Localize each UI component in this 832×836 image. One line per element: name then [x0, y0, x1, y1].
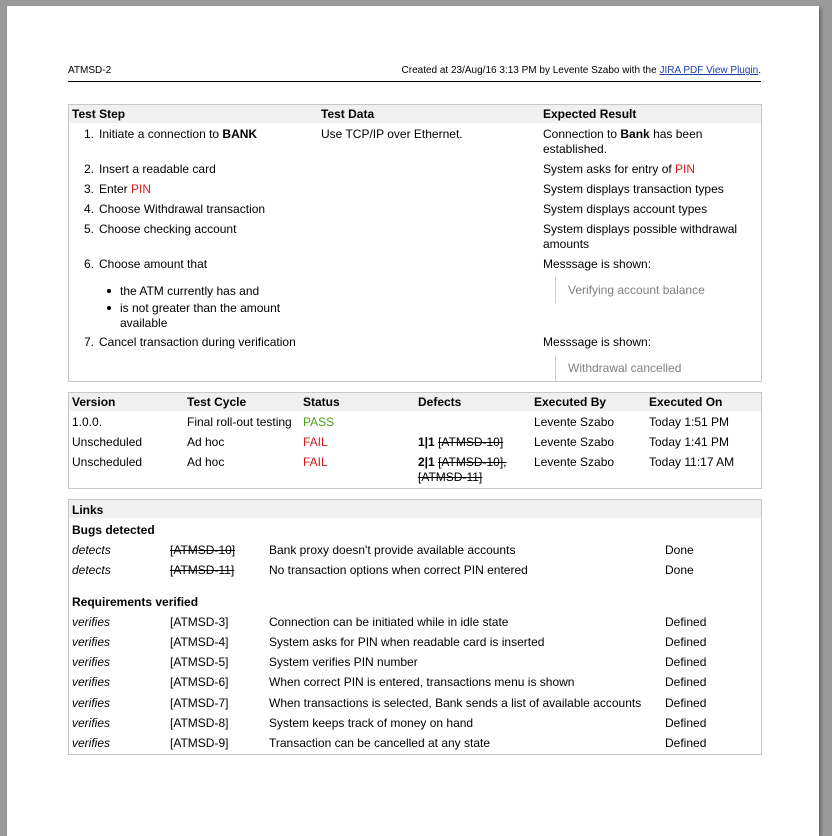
- issue-key: ATMSD-2: [68, 65, 112, 76]
- header-executed-on: Executed On: [649, 395, 723, 409]
- step-expected: System displays possible withdrawal amounts: [543, 222, 738, 251]
- step-expected: Messsage is shown:: [543, 335, 652, 349]
- link-summary: Bank proxy doesn't provide available accounts: [269, 543, 516, 557]
- executions-table: [68, 392, 762, 489]
- link-summary: When correct PIN is entered, transactions menu is shown: [269, 675, 575, 689]
- exec-version: Unscheduled: [72, 455, 143, 469]
- step-number: 3.: [84, 182, 95, 196]
- link-relation: verifies: [72, 696, 111, 710]
- bullet-item: the ATM currently has and: [120, 284, 260, 298]
- link-status: Defined: [665, 736, 707, 750]
- links-table: [68, 499, 762, 755]
- bullet-dot: [107, 289, 111, 293]
- header-test-data: Test Data: [321, 107, 375, 121]
- bullet-dot: [107, 306, 111, 310]
- pdf-page: [7, 6, 819, 836]
- exec-version: 1.0.0.: [72, 415, 103, 429]
- exec-on: Today 11:17 AM: [649, 455, 735, 469]
- bullet-item: is not greater than the amount available: [120, 301, 281, 330]
- step-number: 5.: [84, 222, 95, 236]
- plugin-link[interactable]: JIRA PDF View Plugin: [659, 65, 759, 76]
- link-key[interactable]: [ATMSD-3]: [170, 615, 229, 629]
- header-defects: Defects: [418, 395, 462, 409]
- link-summary: When transactions is selected, Bank sends a list of available accounts: [269, 696, 642, 710]
- link-summary: Transaction can be cancelled at any state: [269, 736, 491, 750]
- test-steps-table: [68, 104, 762, 382]
- test-steps-header: [69, 105, 761, 123]
- step-number: 6.: [84, 257, 95, 271]
- header-executed-by: Executed By: [534, 395, 607, 409]
- exec-status-pass: PASS: [303, 415, 335, 429]
- link-relation: verifies: [72, 736, 111, 750]
- link-relation: verifies: [72, 655, 111, 669]
- exec-by: Levente Szabo: [534, 435, 615, 449]
- step-text: Choose checking account: [99, 222, 237, 236]
- link-status: Defined: [665, 716, 707, 730]
- step-text: Cancel transaction during verification: [99, 335, 296, 349]
- exec-cycle: Ad hoc: [187, 435, 225, 449]
- defect-link[interactable]: [ATMSD-10],: [438, 455, 507, 469]
- link-relation: verifies: [72, 675, 111, 689]
- step-text: Choose amount that: [99, 257, 208, 271]
- link-relation: detects: [72, 563, 111, 577]
- step-expected: Messsage is shown:: [543, 257, 652, 271]
- link-key[interactable]: [ATMSD-11]: [170, 563, 235, 577]
- requirements-verified-title: Requirements verified: [72, 595, 199, 609]
- link-key[interactable]: [ATMSD-9]: [170, 736, 229, 750]
- header-test-cycle: Test Cycle: [187, 395, 247, 409]
- message-text: Withdrawal cancelled: [568, 361, 682, 375]
- header-expected-result: Expected Result: [543, 107, 637, 121]
- step-data: Use TCP/IP over Ethernet.: [321, 127, 463, 141]
- step-expected: System displays account types: [543, 202, 708, 216]
- exec-by: Levente Szabo: [534, 415, 615, 429]
- link-status: Defined: [665, 655, 707, 669]
- link-relation: verifies: [72, 615, 111, 629]
- link-status: Defined: [665, 615, 707, 629]
- link-status: Done: [665, 543, 694, 557]
- link-key[interactable]: [ATMSD-5]: [170, 655, 229, 669]
- executions-header: [69, 393, 761, 411]
- message-block: [555, 355, 756, 381]
- link-relation: detects: [72, 543, 111, 557]
- link-key[interactable]: [ATMSD-4]: [170, 635, 229, 649]
- step-expected: System displays transaction types: [543, 182, 724, 196]
- exec-defects: 2|1 [ATMSD-10],: [418, 455, 507, 469]
- link-summary: System asks for PIN when readable card is inserted: [269, 635, 545, 649]
- header-version: Version: [72, 395, 116, 409]
- defect-link[interactable]: [ATMSD-11]: [418, 470, 483, 484]
- step-number: 7.: [84, 335, 95, 349]
- link-key[interactable]: [ATMSD-7]: [170, 696, 229, 710]
- link-key[interactable]: [ATMSD-10]: [170, 543, 236, 557]
- link-status: Defined: [665, 696, 707, 710]
- exec-status-fail: FAIL: [303, 435, 328, 449]
- link-status: Done: [665, 563, 694, 577]
- link-summary: System verifies PIN number: [269, 655, 418, 669]
- step-number: 2.: [84, 162, 95, 176]
- link-key[interactable]: [ATMSD-6]: [170, 675, 229, 689]
- step-text: Enter PIN: [99, 182, 152, 196]
- step-expected: System asks for entry of PIN: [543, 162, 696, 176]
- exec-on: Today 1:51 PM: [649, 415, 730, 429]
- step-text: Initiate a connection to BANK: [99, 127, 258, 141]
- bugs-detected-title: Bugs detected: [72, 523, 155, 537]
- exec-on: Today 1:41 PM: [649, 435, 730, 449]
- header-status: Status: [303, 395, 340, 409]
- step-text: Choose Withdrawal transaction: [99, 202, 266, 216]
- links-title: Links: [72, 503, 104, 517]
- link-key[interactable]: [ATMSD-8]: [170, 716, 229, 730]
- exec-by: Levente Szabo: [534, 455, 615, 469]
- link-status: Defined: [665, 635, 707, 649]
- link-summary: Connection can be initiated while in idle state: [269, 615, 509, 629]
- message-block: [555, 277, 756, 303]
- exec-version: Unscheduled: [72, 435, 143, 449]
- message-text: Verifying account balance: [568, 283, 705, 297]
- defect-link[interactable]: [ATMSD-10]: [438, 435, 504, 449]
- step-number: 4.: [84, 202, 95, 216]
- link-summary: System keeps track of money on hand: [269, 716, 474, 730]
- link-relation: verifies: [72, 635, 111, 649]
- exec-defects: 1|1 [ATMSD-10]: [418, 435, 504, 449]
- links-header: [69, 500, 761, 518]
- step-number: 1.: [84, 127, 95, 141]
- exec-status-fail: FAIL: [303, 455, 328, 469]
- page-header: [68, 65, 761, 82]
- header-test-step: Test Step: [72, 107, 126, 121]
- link-summary: No transaction options when correct PIN entered: [269, 563, 528, 577]
- step-text: Insert a readable card: [99, 162, 216, 176]
- exec-cycle: Ad hoc: [187, 455, 225, 469]
- exec-cycle: Final roll-out testing: [187, 415, 292, 429]
- link-status: Defined: [665, 675, 707, 689]
- link-relation: verifies: [72, 716, 111, 730]
- step-expected: Connection to Bank has been established.: [543, 127, 703, 156]
- created-info: Created at 23/Aug/16 3:13 PM by Levente Szabo with the JIRA PDF View Plugin.: [401, 65, 761, 76]
